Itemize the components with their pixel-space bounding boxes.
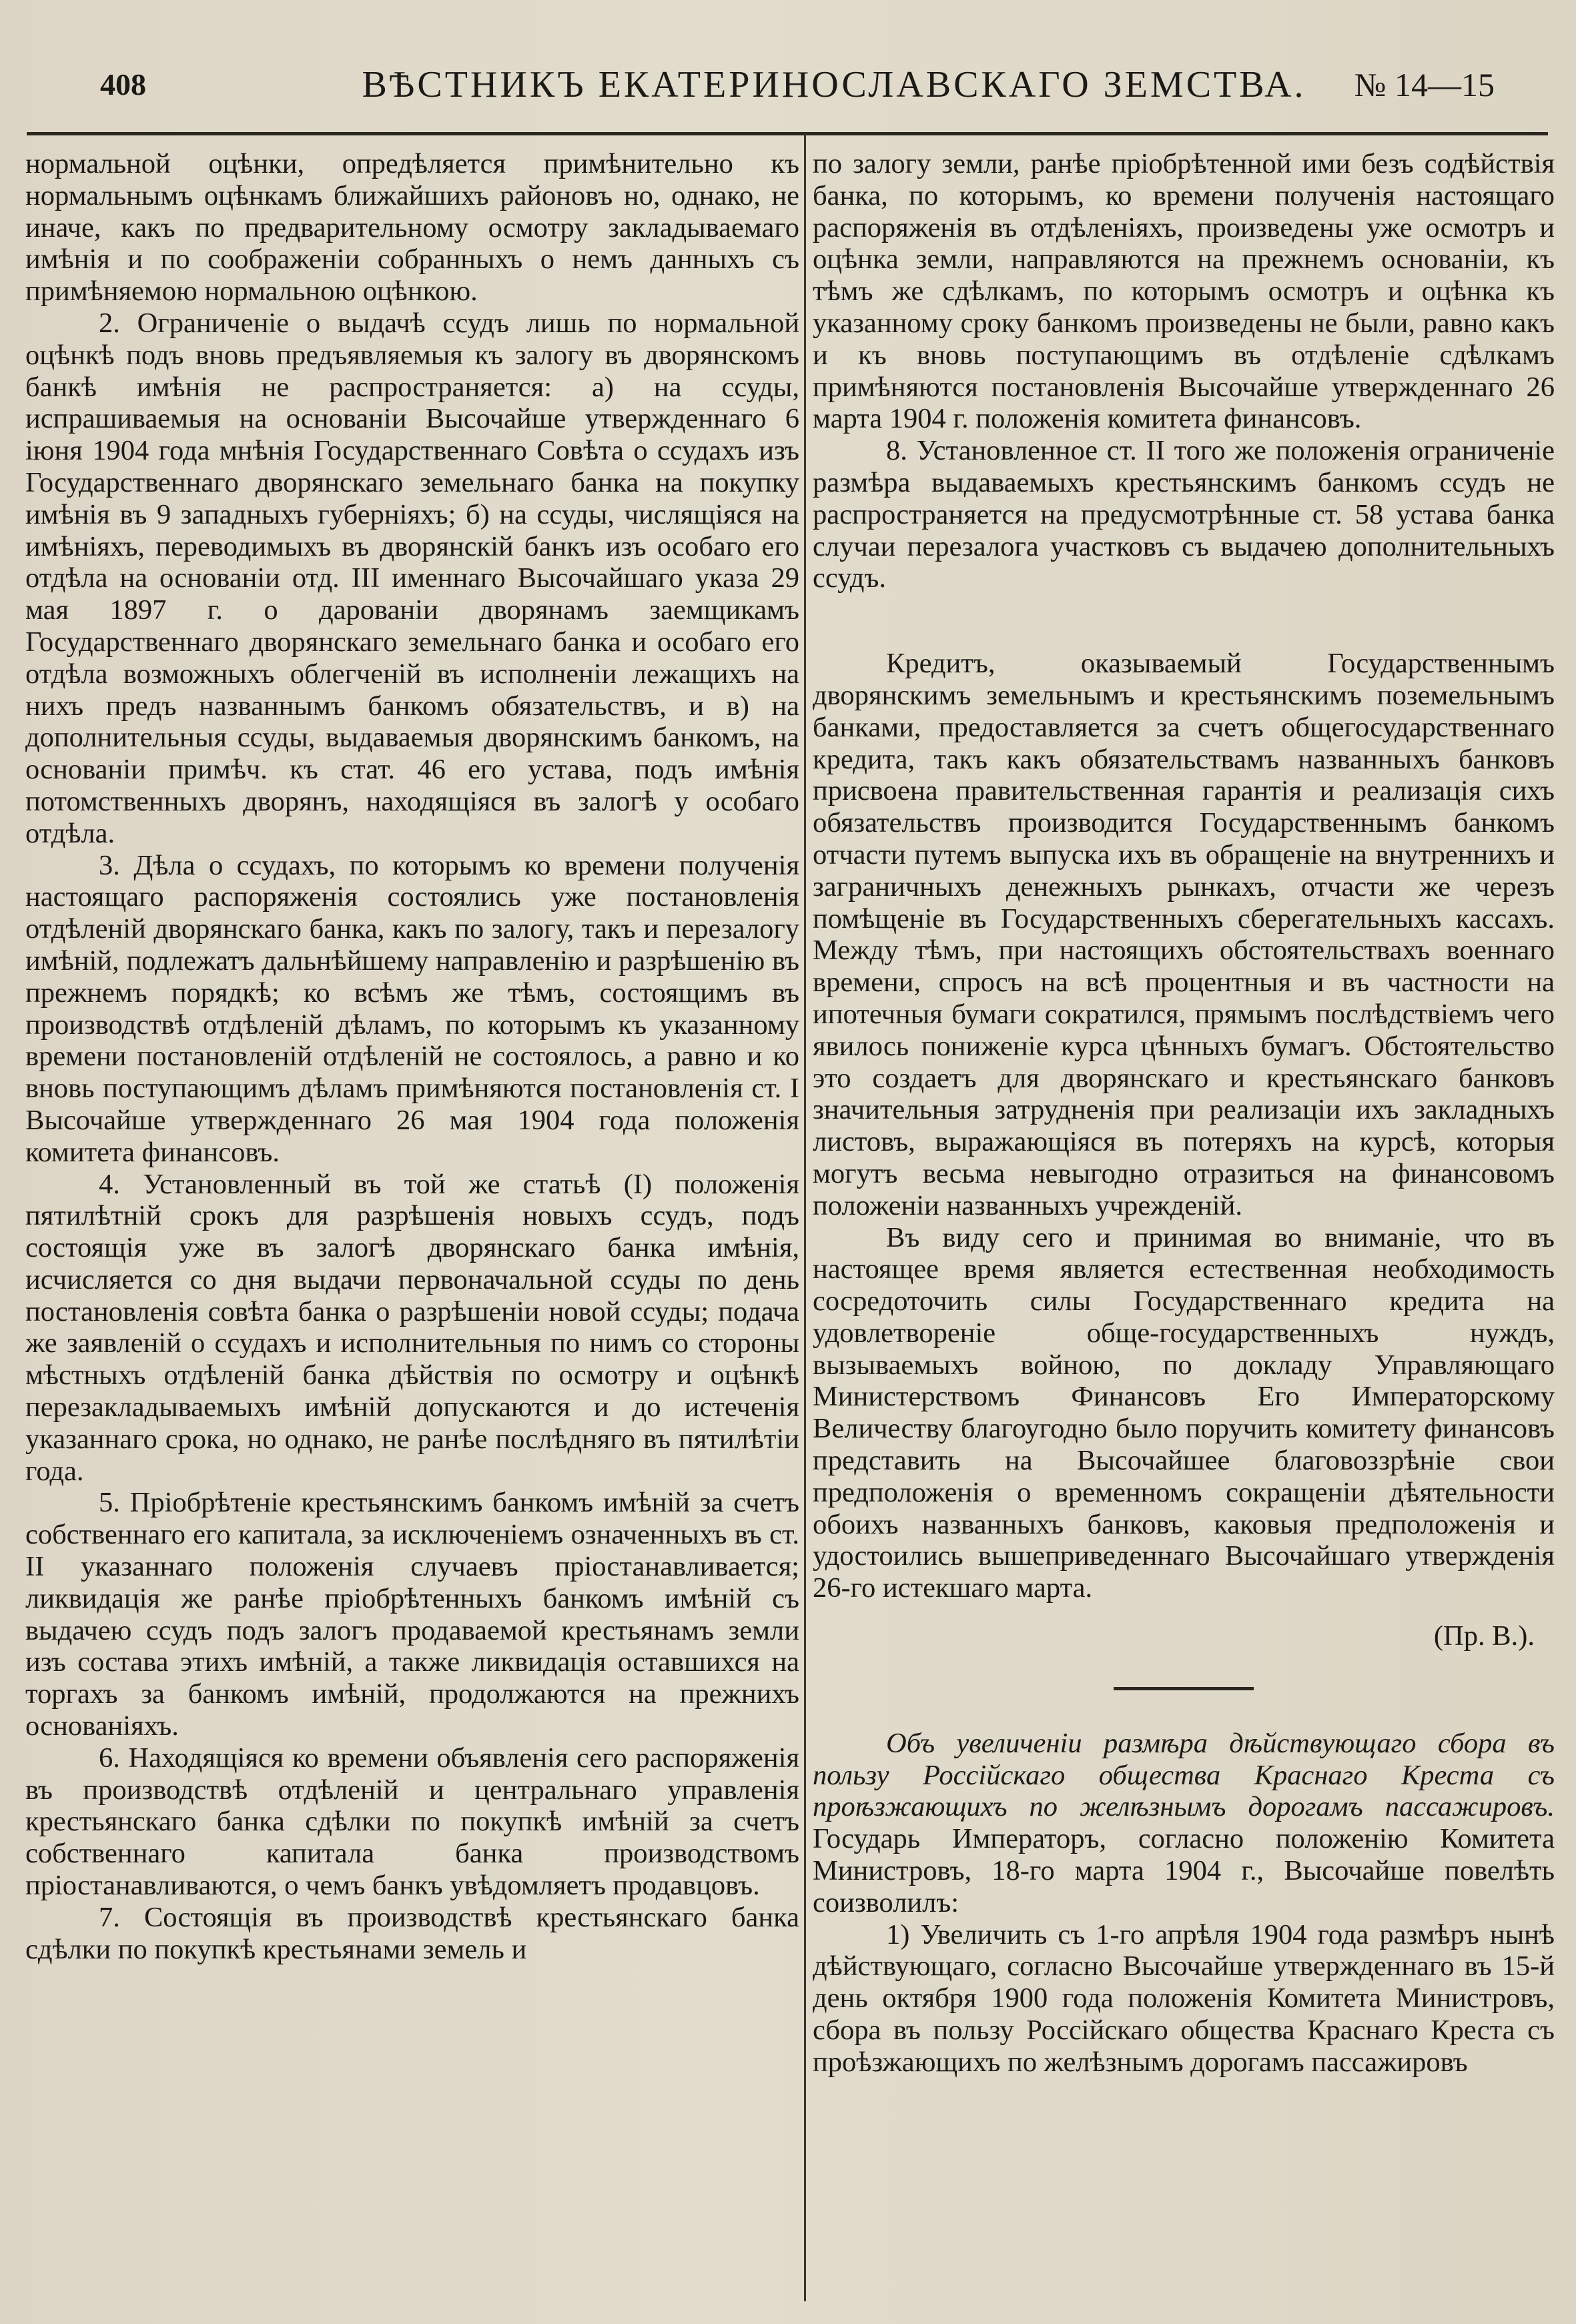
- section-rule: [1114, 1687, 1254, 1690]
- page-number: 408: [100, 67, 146, 101]
- left-paragraph-3: 4. Установленный въ той же статьѣ (I) положенія пятилѣтній срокъ для разрѣшенія новыхъ ссудъ, подъ состоящія уже въ залогѣ дворянскаго банка имѣнія, исчисляется со дня выдачи первоначальной ссуды по день постановленія совѣта банка о разрѣшеніи новой ссуды; подача же заявленій о ссудахъ и исполнительныя по нимъ со стороны мѣстныхъ отдѣленій банка дѣйствія по осмотру и оцѣнкѣ перезакладываемыхъ имѣній допускаются и до истеченія указаннаго срока, но однако, не ранѣе послѣдняго въ пятилѣтіи года.: [25, 1168, 799, 1487]
- left-column: [25, 148, 799, 1965]
- issue-number: № 14—15: [1354, 66, 1495, 103]
- article-intro: Государь Императоръ, согласно положенію Комитета Министровъ, 18-го марта 1904 г., Высочайше повелѣть соизволилъ:: [813, 1823, 1555, 1918]
- right-paragraph-4: 1) Увеличить съ 1-го апрѣля 1904 года размѣръ нынѣ дѣйствующаго, согласно Высочайше утвержденнаго въ 15-й день октября 1900 года положенія Комитета Министровъ, сбора въ пользу Россійскаго общества Краснаго Креста съ проѣзжающихъ по желѣзнымъ дорогамъ пассажировъ: [813, 1918, 1555, 2078]
- source-attribution: (Пр. В.).: [1433, 1620, 1535, 1652]
- right-paragraph-1: 8. Установленное ст. II того же положенія ограниченіе размѣра выдаваемыхъ крестьянскимъ банкомъ ссудъ не распространяется на предусмотрѣнные ст. 58 устава банка случаи перезалога участковъ съ выдачею дополнительныхъ ссудъ.: [813, 435, 1555, 594]
- right-paragraph-3: Въ виду сего и принимая во вниманіе, что въ настоящее время является естественная необходимость сосредоточить силы Государственнаго кредита на удовлетвореніе обще-государственныхъ нуждъ, вызываемыхъ войною, по докладу Управляющаго Министерствомъ Финансовъ Его Императорскому Величеству благоугодно было поручить комитету финансовъ представить на Высочайшее благовоззрѣніе свои предположенія о временномъ сокращеніи дѣятельности обоихъ названныхъ банковъ, каковыя предположенія и удостоились вышеприведеннаго Высочайшаго утвержденія 26-го истекшаго марта.: [813, 1221, 1555, 1604]
- header-rule: [27, 132, 1548, 135]
- article-title: Объ увеличеніи размѣра дѣйствующаго сбора въ пользу Россійскаго общества Краснаго Креста съ проѣзжающихъ по желѣзнымъ дорогамъ пассажировъ.: [813, 1727, 1555, 1823]
- right-paragraph-2: Кредитъ, оказываемый Государственнымъ дворянскимъ земельнымъ и крестьянскимъ поземельнымъ банками, предоставляется за счетъ общегосударственнаго кредита, такъ какъ обязательствамъ названныхъ банковъ присвоена правительственная гарантія и реализація сихъ обязательствъ производится Государственнымъ банкомъ отчасти путемъ выпуска ихъ въ обращеніе на внутреннихъ и заграничныхъ денежныхъ рынкахъ, отчасти же черезъ помѣщеніе въ Государственныхъ сберегательныхъ кассахъ. Между тѣмъ, при настоящихъ обстоятельствахъ военнаго времени, спросъ на всѣ процентныя и въ частности на ипотечныя бумаги сократился, прямымъ послѣдствіемъ чего явилось пониженіе курса цѣнныхъ бумагъ. Обстоятельство это создаетъ для дворянскаго и крестьянскаго банковъ значительныя затрудненія при реализаціи ихъ закладныхъ листовъ, выражающіяся въ потеряхъ на курсѣ, которыя могутъ весьма невыгодно отразиться на финансовомъ положеніи названныхъ учрежденій.: [813, 648, 1555, 1221]
- page-header: [100, 61, 1521, 115]
- column-divider: [804, 133, 806, 2301]
- left-paragraph-1: 2. Ограниченіе о выдачѣ ссудъ лишь по нормальной оцѣнкѣ подъ вновь предъявляемыя къ залогу въ дворянскомъ банкѣ имѣнія не распространяется: а) на ссуды, испрашиваемыя на основаніи Высочайше утвержденнаго 6 іюня 1904 года мнѣнія Государственнаго Совѣта о ссудахъ изъ Государственнаго дворянскаго земельнаго банка на покупку имѣнія въ 9 западныхъ губерніяхъ; б) на ссуды, числящіяся на имѣніяхъ, переводимыхъ въ дворянскій банкъ изъ особаго его отдѣла на основаніи отд. III именнаго Высочайшаго указа 29 мая 1897 г. о дарованіи дворянамъ заемщикамъ Государственнаго дворянскаго земельнаго банка и особаго его отдѣла возможныхъ облегченій въ исполненіи лежащихъ на нихъ предъ названнымъ банкомъ обязательствъ, и в) на дополнительныя ссуды, выдаваемыя дворянскимъ банкомъ, на основаніи примѣч. къ стат. 46 его устава, подъ имѣнія потомственныхъ дворянъ, находящіяся въ залогѣ у особаго отдѣла.: [25, 307, 799, 849]
- section-gap: [813, 594, 1555, 648]
- journal-title: ВѢСТНИКЪ ЕКАТЕРИНОСЛАВСКАГО ЗЕМСТВА.: [362, 64, 1306, 105]
- left-paragraph-2: 3. Дѣла о ссудахъ, по которымъ ко времени полученія настоящаго распоряженія состоялись уже постановленія отдѣленій дворянскаго банка, какъ по залогу, такъ и перезалогу имѣній, подлежатъ дальнѣйшему направленію и разрѣшенію въ прежнемъ порядкѣ; ко всѣмъ же тѣмъ, состоящимъ въ производствѣ отдѣленій дѣламъ, по которымъ къ указанному времени постановленій отдѣленій не состоялось, а равно и ко вновь поступающимъ дѣламъ примѣняются постановленія ст. I Высочайше утвержденнаго 26 мая 1904 года положенія комитета финансовъ.: [25, 849, 799, 1168]
- left-paragraph-4: 5. Пріобрѣтеніе крестьянскимъ банкомъ имѣній за счетъ собственнаго его капитала, за исключеніемъ означенныхъ въ ст. II указаннаго положенія случаевъ пріостанавливается; ликвидація же ранѣе пріобрѣтенныхъ банкомъ имѣній съ выдачею ссудъ подъ залогъ продаваемой крестьянамъ земли изъ состава этихъ имѣній, а также ликвидація оставшихся на торгахъ за банкомъ имѣній, продолжаются на прежнихъ основаніяхъ.: [25, 1487, 799, 1742]
- right-paragraph-0: по залогу земли, ранѣе пріобрѣтенной ими безъ содѣйствія банка, по которымъ, ко времени полученія настоящаго распоряженія въ отдѣленіяхъ, произведены уже осмотръ и оцѣнка земли, направляются на прежнемъ основаніи, къ тѣмъ же сдѣлкамъ, по которымъ осмотръ и оцѣнка къ указанному сроку банкомъ произведены не были, равно какъ и къ вновь поступающимъ въ отдѣленіе сдѣлкамъ примѣняются постановленія Высочайше утвержденнаго 26 марта 1904 г. положенія комитета финансовъ.: [813, 148, 1555, 435]
- left-paragraph-5: 6. Находящіяся ко времени объявленія сего распоряженія въ производствѣ отдѣленій и центральнаго управленія крестьянскаго банка сдѣлки по покупкѣ имѣній за счетъ собственнаго капитала банка производствомъ пріостанавливаются, о чемъ банкъ увѣдомляетъ продавцовъ.: [25, 1742, 799, 1902]
- left-paragraph-6: 7. Состоящія въ производствѣ крестьянскаго банка сдѣлки по покупкѣ крестьянами земель и: [25, 1901, 799, 1965]
- article-heading-paragraph: [813, 1728, 1555, 1919]
- right-column: [813, 148, 1555, 2079]
- left-paragraph-0: нормальной оцѣнки, опредѣляется примѣнительно къ нормальнымъ оцѣнкамъ ближайшихъ районовъ но, однако, не иначе, какъ по предварительному осмотру закладываемаго имѣнія и по соображеніи собранныхъ о немъ данныхъ съ примѣняемою нормальною оцѣнкою.: [25, 148, 799, 308]
